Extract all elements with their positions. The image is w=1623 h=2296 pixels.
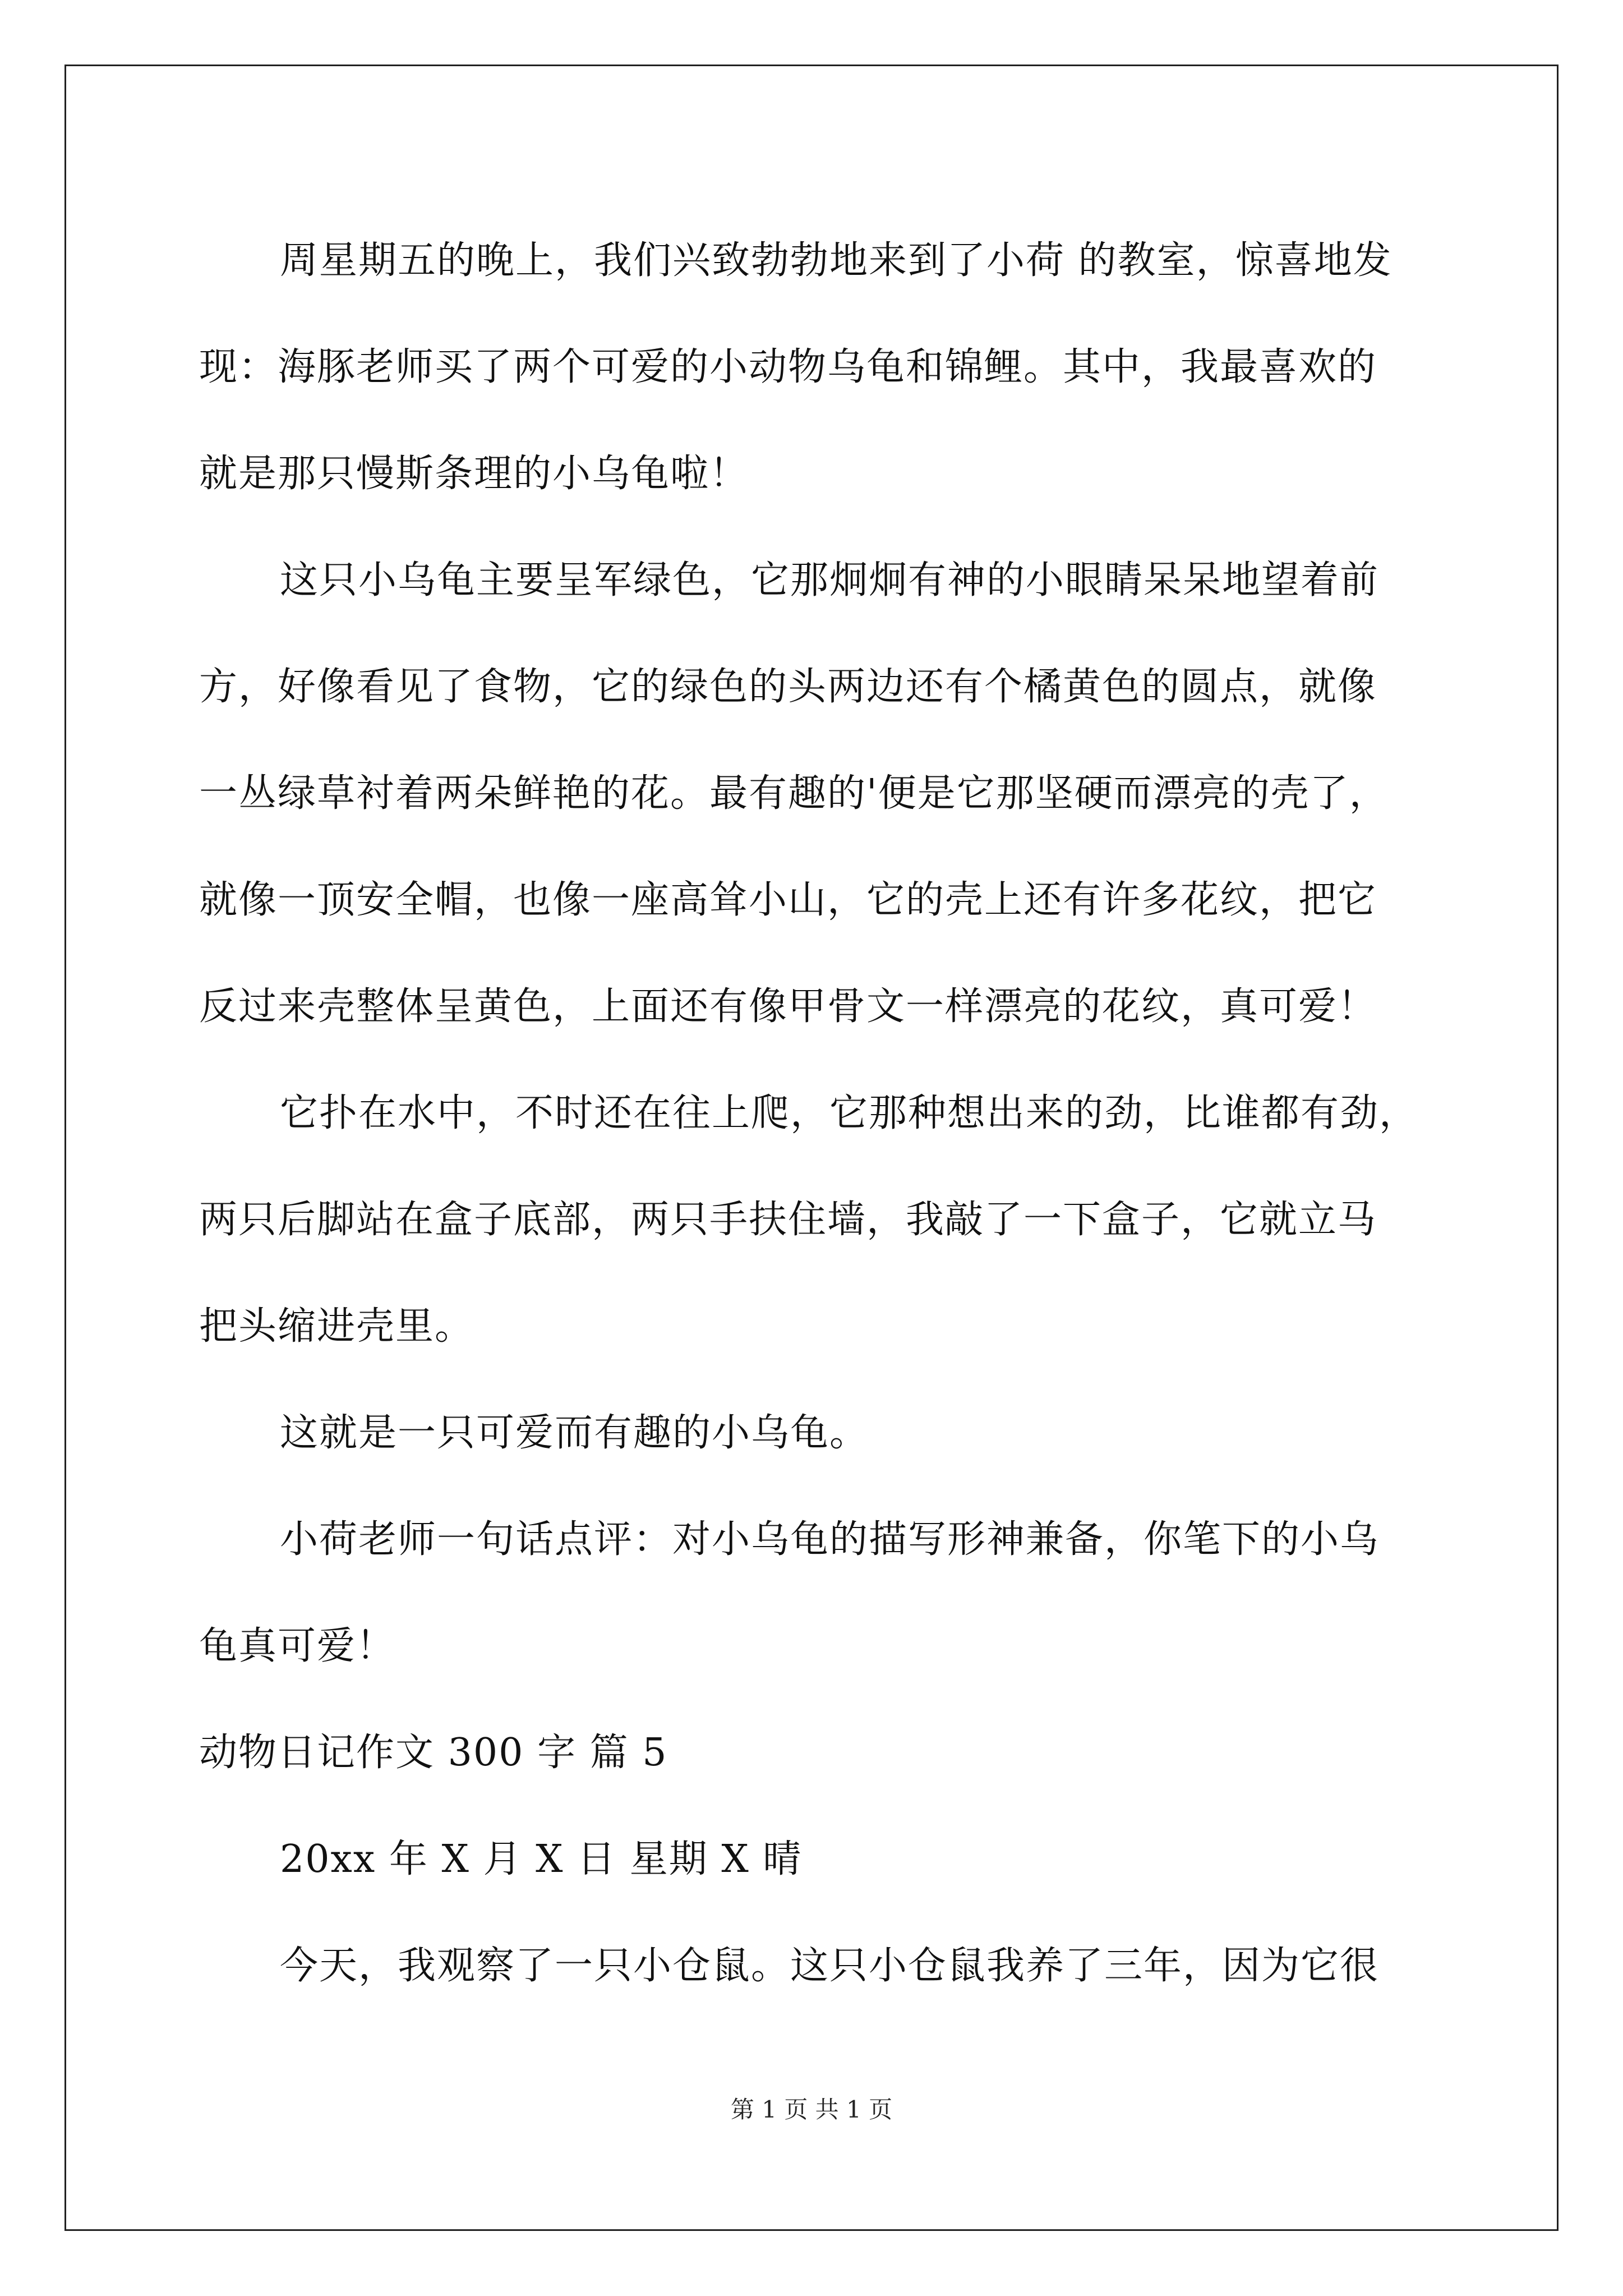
text-line: 周星期五的晚上，我们兴致勃勃地来到了小荷 的教室，惊喜地发 — [280, 238, 1393, 283]
text-line: 这只小乌龟主要呈军绿色，它那炯炯有神的小眼睛呆呆地望着前 — [280, 558, 1380, 602]
text-line: 就像一顶安全帽，也像一座高耸小山，它的壳上还有许多花纹，把它 — [199, 878, 1377, 922]
text-line: 反过来壳整体呈黄色，上面还有像甲骨文一样漂亮的花纹，真可爱！ — [199, 984, 1377, 1029]
text-line: 今天，我观察了一只小仓鼠。这只小仓鼠我养了三年，因为它很 — [280, 1944, 1380, 1988]
text-line: 就是那只慢斯条理的小乌龟啦！ — [199, 452, 749, 496]
date-line — [199, 1806, 1427, 1913]
paragraph-6 — [199, 1913, 1427, 2019]
text-line: 把头缩进壳里。 — [199, 1304, 474, 1349]
text-line: 龟真可爱！ — [199, 1624, 396, 1668]
text-line: 小荷老师一句话点评：对小乌龟的描写形神兼备，你笔下的小乌 — [280, 1517, 1380, 1562]
text-line: 这就是一只可爱而有趣的小乌龟。 — [280, 1411, 869, 1455]
paragraph-1 — [199, 208, 1427, 527]
document-body — [199, 208, 1427, 2019]
text-line: 两只后脚站在盒子底部，两只手扶住墙，我敲了一下盒子，它就立马 — [199, 1198, 1377, 1242]
heading-text: 动物日记作文 300 字 篇 5 — [199, 1731, 668, 1775]
section-heading — [199, 1700, 1427, 1806]
page-footer: 第 1 页 共 1 页 — [730, 2096, 893, 2123]
date-text: 20xx 年 X 月 X 日 星期 X 晴 — [280, 1837, 803, 1881]
text-line: 它扑在水中，不时还在往上爬，它那种想出来的劲，比谁都有劲， — [280, 1091, 1419, 1135]
paragraph-2 — [199, 527, 1427, 1060]
paragraph-5 — [199, 1487, 1427, 1700]
paragraph-4 — [199, 1380, 1427, 1487]
text-line: 一丛绿草衬着两朵鲜艳的花。最有趣的'便是它那坚硬而漂亮的壳了， — [199, 771, 1389, 816]
text-line: 现：海豚老师买了两个可爱的小动物乌龟和锦鲤。其中，我最喜欢的 — [199, 345, 1377, 389]
text-line: 方，好像看见了食物，它的绿色的头两边还有个橘黄色的圆点，就像 — [199, 665, 1377, 709]
paragraph-3 — [199, 1060, 1427, 1380]
